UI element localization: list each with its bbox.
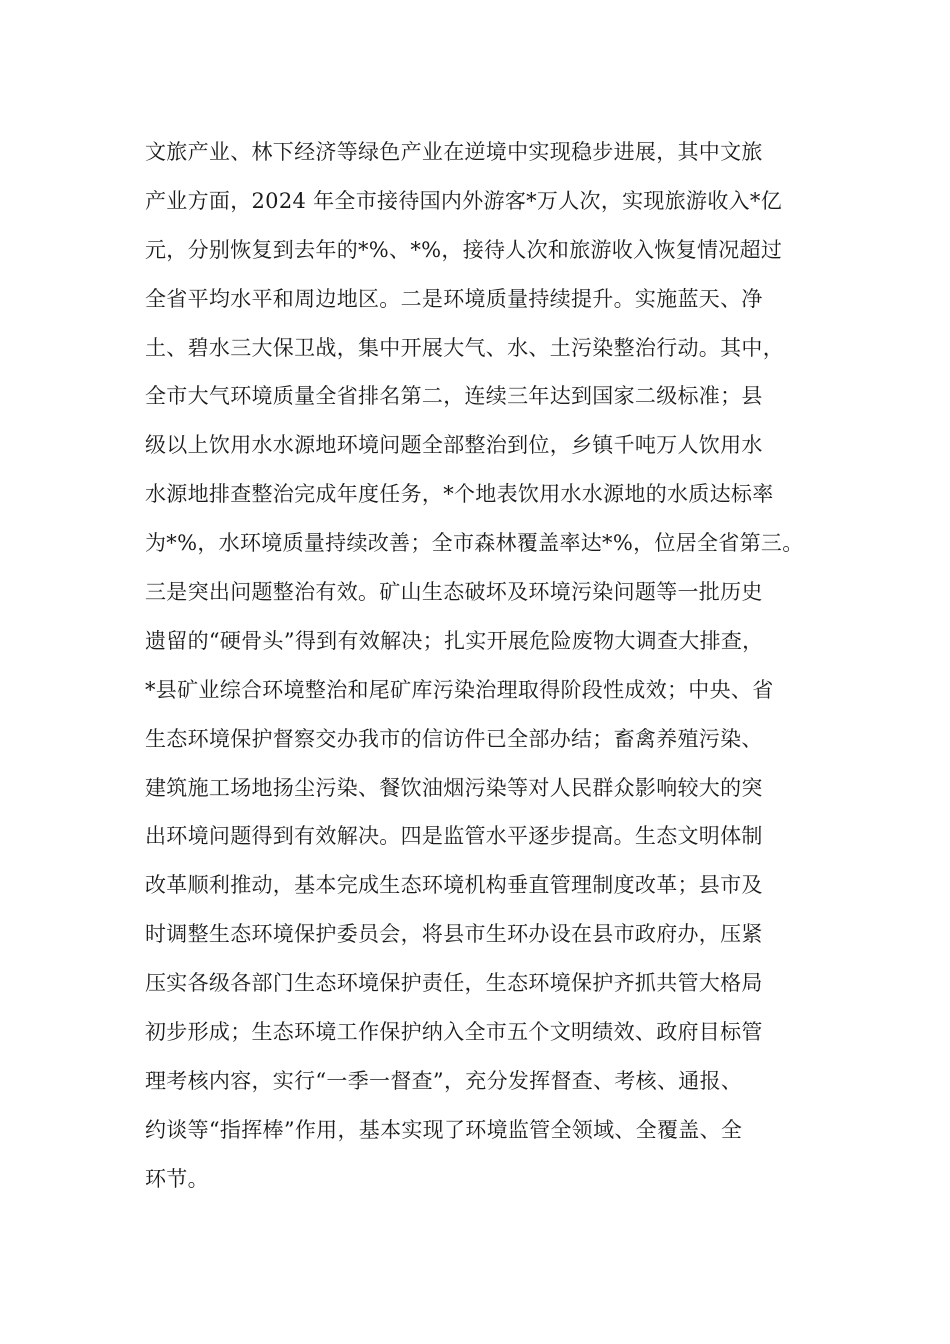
text-line-16: 改革顺利推动，基本完成生态环境机构垂直管理制度改革；县市及 (145, 873, 763, 898)
text-line-17: 时调整生态环境保护委员会，将县市生环办设在县市政府办，压紧 (145, 922, 763, 947)
text-line-20: 理考核内容，实行“一季一督查”，充分发挥督查、考核、通报、 (145, 1068, 743, 1093)
text-line-8: 水源地排查整治完成年度任务，*个地表饮用水水源地的水质达标率 (145, 482, 774, 507)
text-line-22: 环节。 (145, 1166, 209, 1191)
text-line-19: 初步形成；生态环境工作保护纳入全市五个文明绩效、政府目标管 (145, 1020, 763, 1045)
text-line-5: 土、碧水三大保卫战，集中开展大气、水、土污染整治行动。其中， (145, 335, 784, 360)
text-line-9: 为*%，水环境质量持续改善；全市森林覆盖率达*%，位居全省第三。 (145, 531, 804, 556)
text-line-18: 压实各级各部门生态环境保护责任，生态环境保护齐抓共管大格局 (145, 971, 763, 996)
text-line-3: 元，分别恢复到去年的*%、*%，接待人次和旅游收入恢复情况超过 (145, 237, 783, 262)
text-line-11: 遗留的“硬骨头”得到有效解决；扎实开展危险废物大调查大排查， (145, 628, 764, 653)
text-line-13: 生态环境保护督察交办我市的信访件已全部办结；畜禽养殖污染、 (145, 726, 763, 751)
text-line-7: 级以上饮用水水源地环境问题全部整治到位，乡镇千吨万人饮用水 (145, 433, 763, 458)
text-line-2: 产业方面，2024 年全市接待国内外游客*万人次，实现旅游收入*亿 (145, 188, 783, 213)
text-line-6: 全市大气环境质量全省排名第二，连续三年达到国家二级标准；县 (145, 384, 763, 409)
text-line-1: 文旅产业、林下经济等绿色产业在逆境中实现稳步进展，其中文旅 (145, 140, 763, 164)
text-line-15: 出环境问题得到有效解决。四是监管水平逐步提高。生态文明体制 (145, 824, 763, 849)
text-line-12: *县矿业综合环境整治和尾矿库污染治理取得阶段性成效；中央、省 (145, 677, 774, 702)
body-paragraph (145, 128, 825, 1204)
text-line-4: 全省平均水平和周边地区。二是环境质量持续提升。实施蓝天、净 (145, 286, 763, 311)
text-line-14: 建筑施工场地扬尘污染、餐饮油烟污染等对人民群众影响较大的突 (145, 775, 763, 800)
text-line-21: 约谈等“指挥棒”作用，基本实现了环境监管全领域、全覆盖、全 (145, 1117, 743, 1142)
text-line-10: 三是突出问题整治有效。矿山生态破坏及环境污染问题等一批历史 (145, 580, 763, 605)
